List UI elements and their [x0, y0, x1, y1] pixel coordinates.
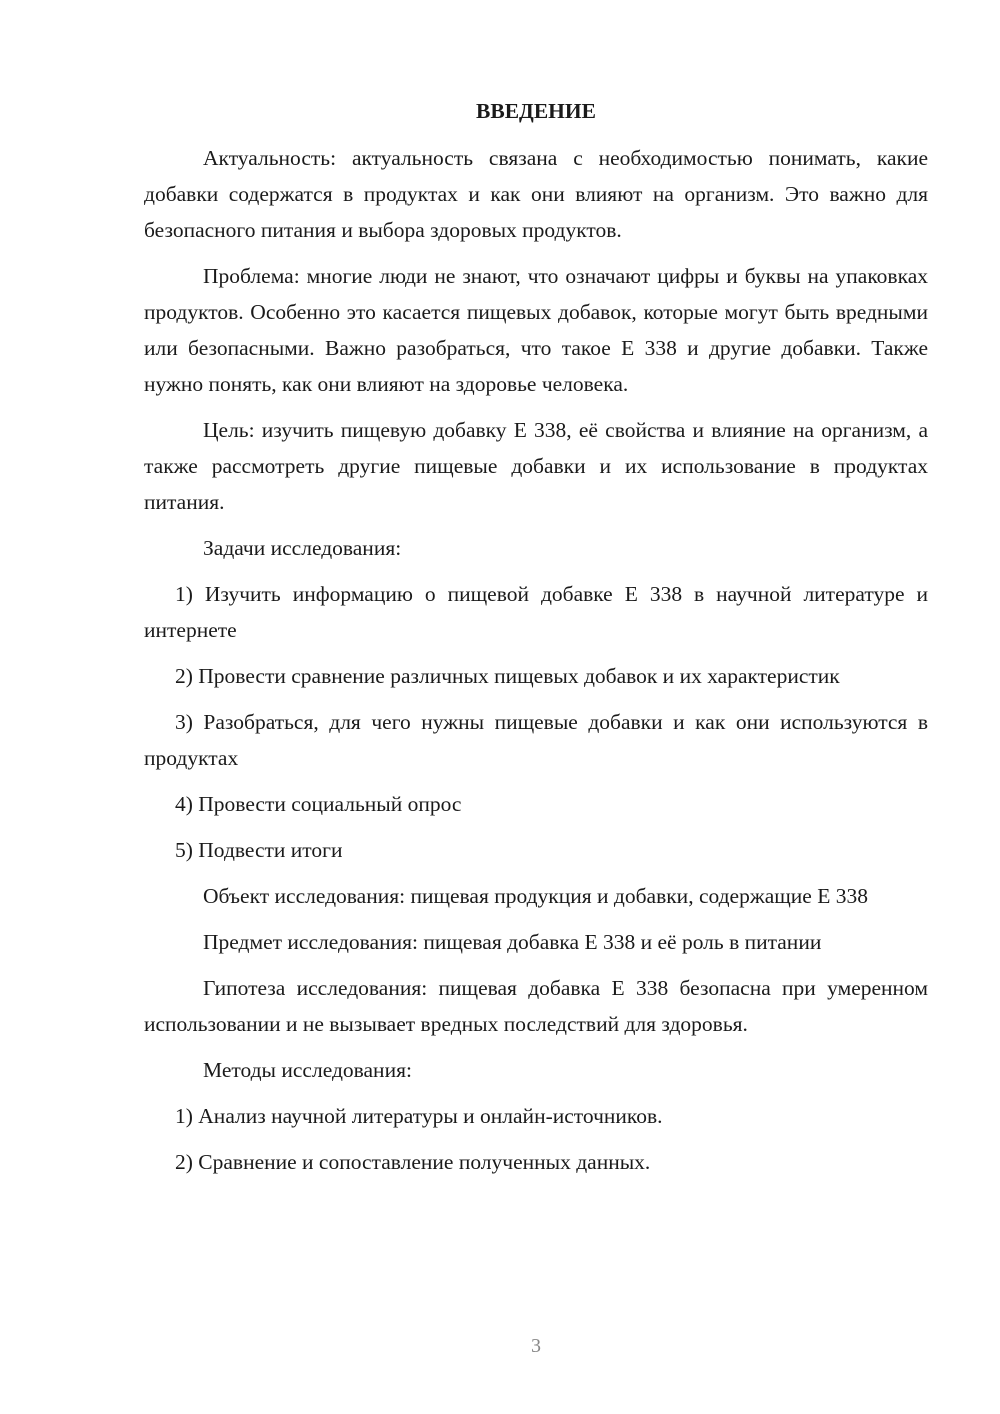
tasks-title: Задачи исследования: — [203, 536, 402, 560]
task-item-5: 5) Подвести итоги — [175, 838, 343, 862]
method-item-1: 1) Анализ научной литературы и онлайн-источников. — [175, 1104, 663, 1128]
methods-title: Методы исследования: — [203, 1058, 412, 1082]
task-item-1: 1) Изучить информацию о пищевой добавке Е 338 в научной литературе и интернете — [144, 582, 928, 642]
task-item-4: 4) Провести социальный опрос — [175, 792, 462, 816]
page-content — [144, 92, 928, 1180]
subject-paragraph: Предмет исследования: пищевая добавка Е 338 и её роль в питании — [203, 930, 822, 954]
goal-paragraph: Цель: изучить пищевую добавку Е 338, её свойства и влияние на организм, а также рассмотреть другие пищевые добавки и их использование в продуктах питания. — [144, 418, 928, 514]
relevance-paragraph: Актуальность: актуальность связана с необходимостью понимать, какие добавки содержатся в продуктах и как они влияют на организм. Это важно для безопасного питания и выбора здоровых продуктов. — [144, 146, 928, 242]
page-number: 3 — [531, 1335, 541, 1357]
method-item-2: 2) Сравнение и сопоставление полученных данных. — [175, 1150, 651, 1174]
problem-paragraph: Проблема: многие люди не знают, что означают цифры и буквы на упаковках продуктов. Особенно это касается пищевых добавок, которые могут быть вредными или безопасными. Важно разобраться, что такое Е 338 и другие добавки. Также нужно понять, как они влияют на здоровье человека. — [144, 264, 928, 396]
task-item-3: 3) Разобраться, для чего нужны пищевые добавки и как они используются в продуктах — [144, 710, 928, 770]
hypothesis-paragraph: Гипотеза исследования: пищевая добавка Е 338 безопасна при умеренном использовании и не вызывает вредных последствий для здоровья. — [144, 976, 928, 1036]
section-heading: ВВЕДЕНИЕ — [476, 99, 596, 123]
object-paragraph: Объект исследования: пищевая продукция и добавки, содержащие Е 338 — [203, 884, 868, 908]
task-item-2: 2) Провести сравнение различных пищевых добавок и их характеристик — [175, 664, 840, 688]
